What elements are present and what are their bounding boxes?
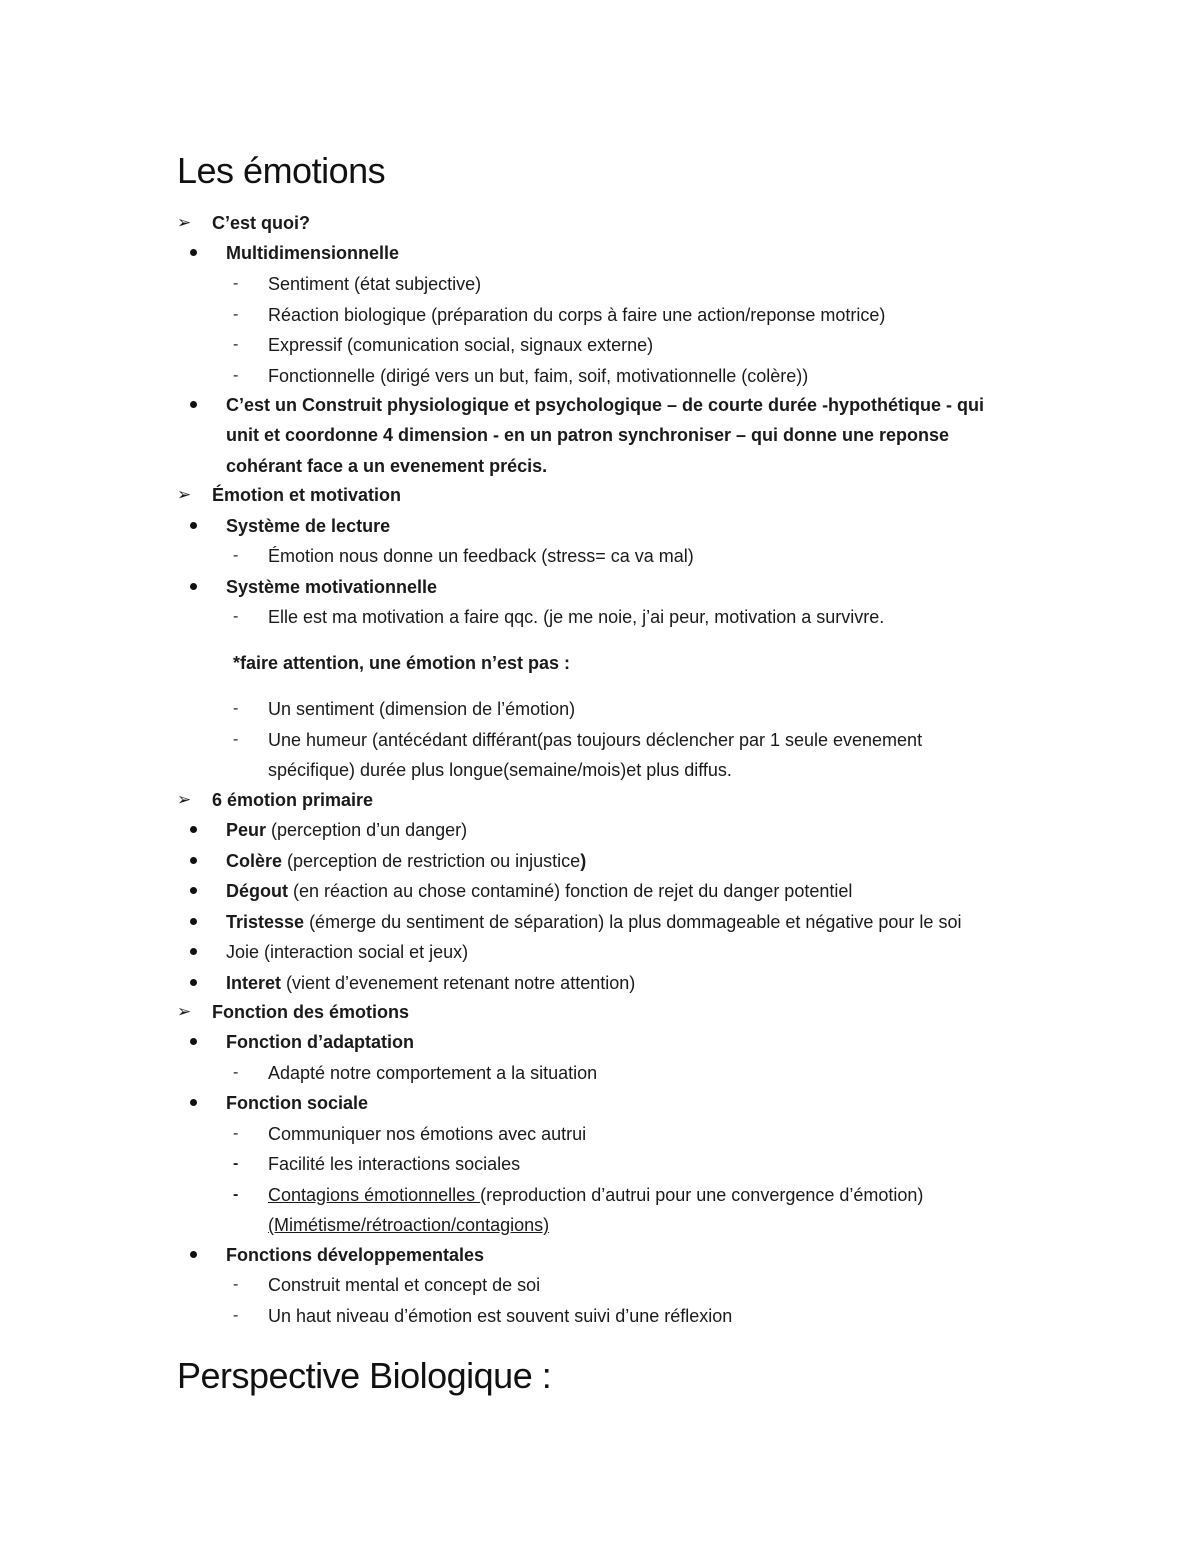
dash-bullet-icon: - bbox=[233, 1276, 239, 1293]
bullet-dot-icon bbox=[190, 1099, 197, 1106]
dash-bullet-icon: - bbox=[233, 547, 239, 564]
arrow-bullet-icon: ➢ bbox=[177, 213, 192, 232]
arrow-bullet-icon: ➢ bbox=[177, 1002, 192, 1021]
bullet-dot-icon bbox=[190, 857, 197, 864]
arrow-bullet-icon: ➢ bbox=[177, 790, 192, 809]
dash-item: - Sentiment (état subjective) bbox=[0, 269, 1200, 299]
page-title: Les émotions bbox=[177, 150, 386, 191]
dash-item: - Un haut niveau d’émotion est souvent suivi d’une réflexion bbox=[0, 1301, 1200, 1331]
bullet-item: Fonction d’adaptation bbox=[0, 1027, 1200, 1057]
emotion-item: Peur (perception d’un danger) bbox=[0, 815, 1200, 845]
bullet-dot-icon bbox=[190, 401, 197, 408]
dash-item: - Réaction biologique (préparation du corps à faire une action/reponse motrice) bbox=[0, 300, 1200, 330]
dash-bullet-icon: - bbox=[233, 275, 239, 292]
bullet-item: Fonctions développementales bbox=[0, 1240, 1200, 1270]
dash-item: - Contagions émotionnelles (reproduction d’autrui pour une convergence d’émotion) bbox=[0, 1180, 1200, 1210]
emotion-item: Tristesse (émerge du sentiment de séparation) la plus dommageable et négative pour le soi bbox=[0, 907, 1200, 937]
bullet-dot-icon bbox=[190, 1038, 197, 1045]
note-line: *faire attention, une émotion n’est pas : bbox=[233, 653, 571, 673]
dash-item-continuation: spécifique) durée plus longue(semaine/mois)et plus diffus. bbox=[268, 760, 732, 780]
section-heading: ➢ Fonction des émotions bbox=[0, 997, 1200, 1027]
dash-item-continuation: (Mimétisme/rétroaction/contagions) bbox=[268, 1215, 550, 1235]
dash-item: - Expressif (comunication social, signaux externe) bbox=[0, 330, 1200, 360]
dash-bullet-icon: - bbox=[233, 1307, 239, 1324]
section-heading: ➢ Émotion et motivation bbox=[0, 480, 1200, 510]
dash-bullet-icon: - bbox=[233, 731, 239, 748]
dash-item: - Un sentiment (dimension de l’émotion) bbox=[0, 694, 1200, 724]
bullet-dot-icon bbox=[190, 948, 197, 955]
dash-item: - Elle est ma motivation a faire qqc. (je me noie, j’ai peur, motivation a survivre. bbox=[0, 602, 1200, 632]
dash-item: - Communiquer nos émotions avec autrui bbox=[0, 1119, 1200, 1149]
bullet-dot-icon bbox=[190, 522, 197, 529]
dash-item: - Facilité les interactions sociales bbox=[0, 1149, 1200, 1179]
dash-item: - Fonctionnelle (dirigé vers un but, faim, soif, motivationnelle (colère)) bbox=[0, 361, 1200, 391]
arrow-bullet-icon: ➢ bbox=[177, 485, 192, 504]
bullet-item: Fonction sociale bbox=[0, 1088, 1200, 1118]
bullet-item: Multidimensionnelle bbox=[0, 238, 1200, 268]
dash-bullet-icon: - bbox=[233, 306, 239, 323]
emotion-item: Dégout (en réaction au chose contaminé) fonction de rejet du danger potentiel bbox=[0, 876, 1200, 906]
bullet-item: C’est un Construit physiologique et psychologique – de courte durée -hypothétique - qui bbox=[0, 390, 1200, 420]
dash-item: - Émotion nous donne un feedback (stress= ca va mal) bbox=[0, 541, 1200, 571]
dash-bullet-icon: - bbox=[233, 1186, 239, 1203]
emotion-item: Colère (perception de restriction ou injustice) bbox=[0, 846, 1200, 876]
dash-bullet-icon: - bbox=[233, 1155, 239, 1172]
bullet-dot-icon bbox=[190, 249, 197, 256]
dash-bullet-icon: - bbox=[233, 1125, 239, 1142]
bullet-dot-icon bbox=[190, 918, 197, 925]
section-title: Perspective Biologique : bbox=[177, 1355, 552, 1396]
dash-bullet-icon: - bbox=[233, 367, 239, 384]
bullet-dot-icon bbox=[190, 1251, 197, 1258]
emotion-item: Interet (vient d’evenement retenant notre attention) bbox=[0, 968, 1200, 998]
dash-bullet-icon: - bbox=[233, 700, 239, 717]
section-heading: ➢ C’est quoi? bbox=[0, 208, 1200, 238]
emotion-item: Joie (interaction social et jeux) bbox=[0, 937, 1200, 967]
dash-item: - Adapté notre comportement a la situation bbox=[0, 1058, 1200, 1088]
dash-item: - Construit mental et concept de soi bbox=[0, 1270, 1200, 1300]
bullet-item: Système de lecture bbox=[0, 511, 1200, 541]
dash-bullet-icon: - bbox=[233, 336, 239, 353]
bullet-item: Système motivationnelle bbox=[0, 572, 1200, 602]
bullet-dot-icon bbox=[190, 826, 197, 833]
bullet-dot-icon bbox=[190, 887, 197, 894]
bullet-dot-icon bbox=[190, 979, 197, 986]
bullet-dot-icon bbox=[190, 583, 197, 590]
dash-bullet-icon: - bbox=[233, 1064, 239, 1081]
dash-bullet-icon: - bbox=[233, 608, 239, 625]
bullet-item-continuation: cohérant face a un evenement précis. bbox=[226, 456, 548, 476]
bullet-item-continuation: unit et coordonne 4 dimension - en un patron synchroniser – qui donne une reponse bbox=[226, 425, 950, 445]
dash-item: - Une humeur (antécédant différant(pas toujours déclencher par 1 seule evenement bbox=[0, 725, 1200, 755]
section-heading: ➢ 6 émotion primaire bbox=[0, 785, 1200, 815]
